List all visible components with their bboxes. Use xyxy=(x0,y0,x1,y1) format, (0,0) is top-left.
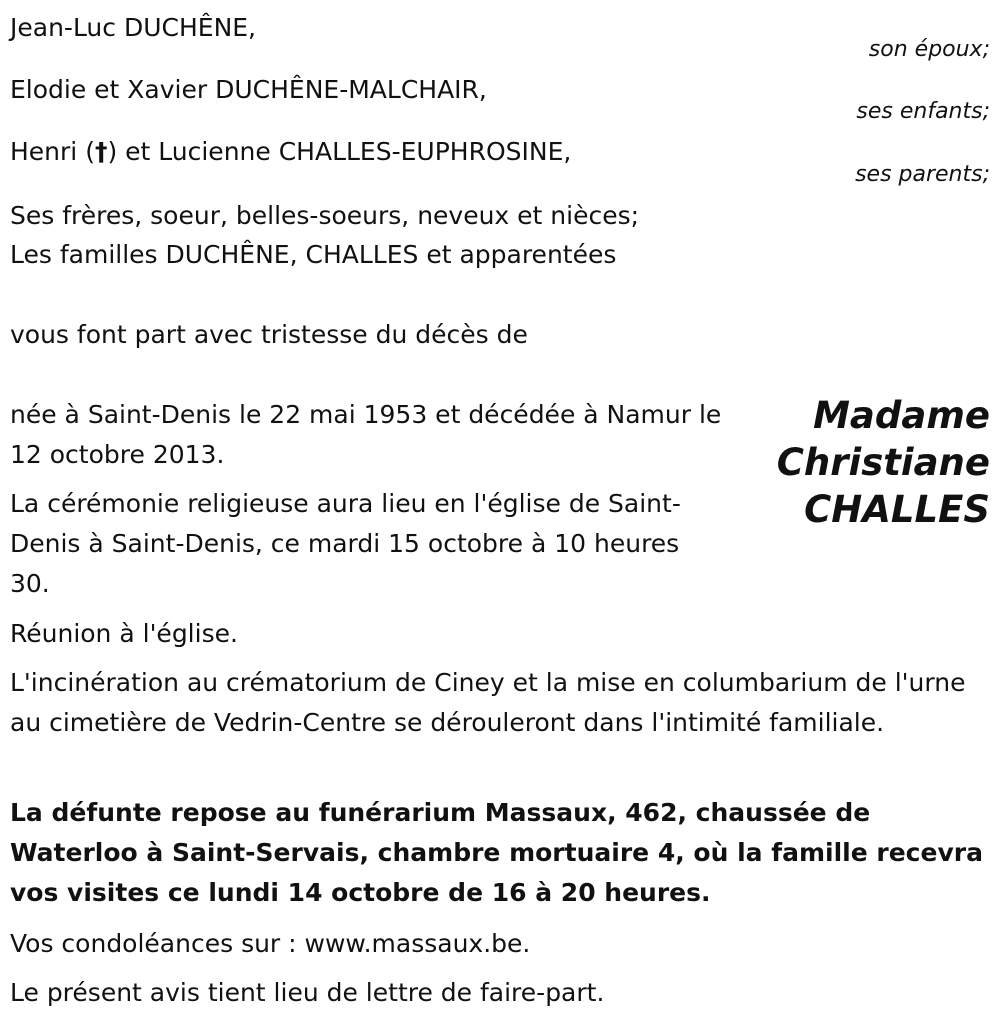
parents-names-before: Henri ( xyxy=(10,137,95,166)
meeting-text: Réunion à l'église. xyxy=(10,619,238,648)
deceased-first-name: Christiane xyxy=(776,441,990,484)
husband-name: Jean-Luc DUCHÊNE, xyxy=(10,13,257,42)
families-line: Les familles DUCHÊNE, CHALLES et apparentées xyxy=(10,240,617,269)
parents-names xyxy=(10,132,571,172)
parents-role: ses parents; xyxy=(855,162,990,187)
children-role: ses enfants; xyxy=(856,99,990,124)
ceremony-text: La cérémonie religieuse aura lieu en l'église de Saint-Denis à Saint-Denis, ce mardi 15 octobre à 10 heures 30. xyxy=(10,489,681,598)
husband-role: son époux; xyxy=(868,37,990,62)
children-names: Elodie et Xavier DUCHÊNE-MALCHAIR, xyxy=(10,75,487,104)
cross-icon: † xyxy=(94,137,108,166)
deceased-last-name: CHALLES xyxy=(804,488,990,531)
notice-text: Le présent avis tient lieu de lettre de faire-part. xyxy=(10,978,605,1007)
announcement: vous font part avec tristesse du décès de xyxy=(10,320,528,349)
condolences-text: Vos condoléances sur : www.massaux.be. xyxy=(10,929,531,958)
cremation-text: L'incinération au crématorium de Ciney et la mise en columbarium de l'urne au cimetière de Vedrin-Centre se dérouleront dans l'intimité familiale. xyxy=(10,668,966,737)
deceased-title: Madame xyxy=(813,394,990,437)
visitation-text: La défunte repose au funérarium Massaux, 462, chaussée de Waterloo à Saint-Servais, chambre mortuaire 4, où la famille recevra vos visites ce lundi 14 octobre de 16 à 20 heures. xyxy=(10,798,983,907)
birth-death-text: née à Saint-Denis le 22 mai 1953 et décédée à Namur le 12 octobre 2013. xyxy=(10,400,722,469)
siblings-line: Ses frères, soeur, belles-soeurs, neveux et nièces; xyxy=(10,201,640,230)
deceased-name xyxy=(777,392,990,533)
parents-names-after: ) et Lucienne CHALLES-EUPHROSINE, xyxy=(107,137,572,166)
